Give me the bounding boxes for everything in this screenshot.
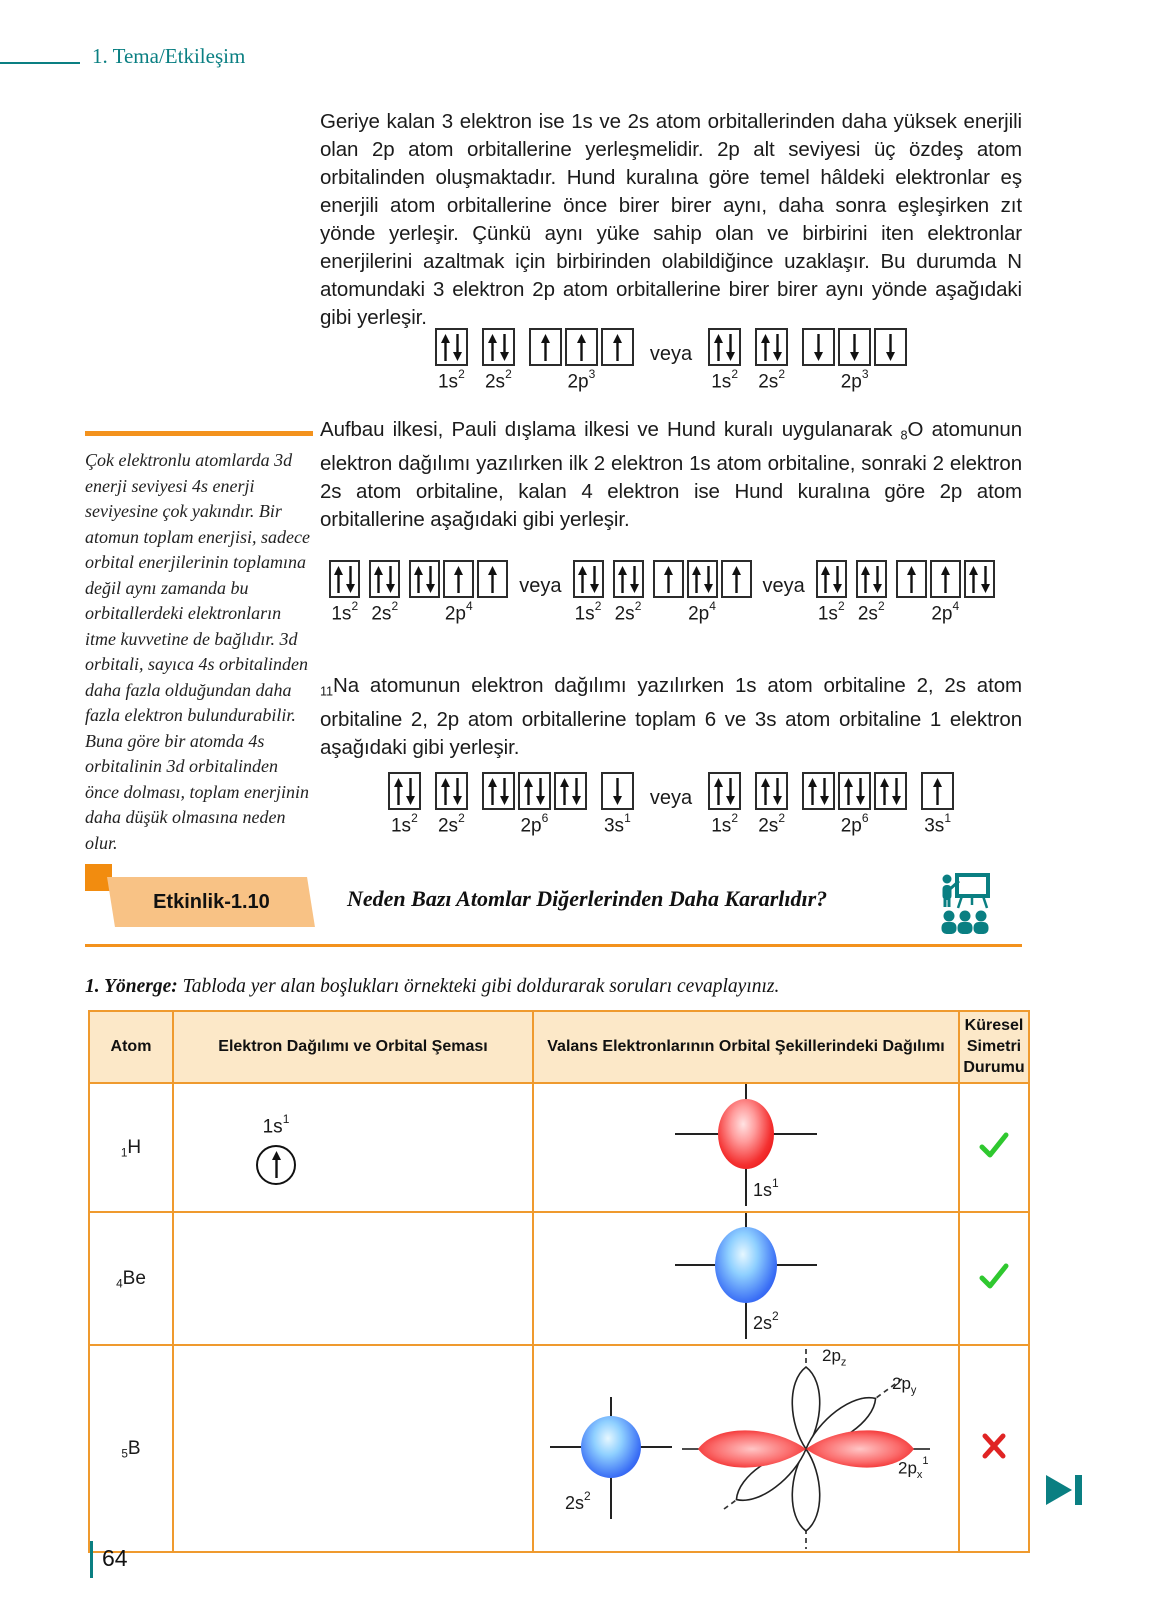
sphere-and-p-combo — [534, 1346, 958, 1551]
down-arrow-icon — [885, 334, 896, 361]
p-orbital-label: $2p_x^1$ — [898, 1455, 929, 1482]
orbital-subshell-label: $1s^1$ — [262, 1112, 290, 1138]
orbital-box — [896, 560, 927, 598]
orbital-subshell-label: $2s^2$ — [758, 811, 785, 837]
up-arrow-icon — [760, 778, 771, 805]
orbital-box — [964, 560, 995, 598]
valence-orbital-cell — [533, 1345, 959, 1552]
orbital-box — [755, 328, 788, 366]
activity-badge-label: Etkinlik-1.10 — [152, 890, 270, 913]
orbital-group — [369, 560, 400, 625]
down-arrow-icon — [813, 334, 824, 361]
down-arrow-icon — [499, 778, 510, 805]
orbital-subshell-label: $1s^1$ — [753, 1176, 779, 1201]
activity-badge — [107, 877, 315, 927]
orbital-diagram-sodium — [320, 772, 1022, 837]
orbital-subshell-label: $1s^2$ — [574, 599, 602, 625]
table-header-row — [89, 1011, 1029, 1083]
blue-orbital-sphere-figure — [671, 1213, 821, 1339]
page-number: 64 — [102, 1545, 128, 1571]
down-arrow-icon — [772, 778, 783, 805]
margin-note-rule — [85, 431, 313, 436]
orbital-box — [435, 772, 468, 810]
orbital-subshell-label: $2s^2$ — [857, 599, 885, 625]
element-subscript: 5 — [121, 1447, 128, 1461]
up-arrow-icon — [413, 566, 424, 593]
p-orbital-label: $2p_y$ — [892, 1374, 917, 1397]
orbital-box — [874, 328, 907, 366]
orbital-subshell-label: $3s^1$ — [603, 811, 631, 837]
orbital-group — [708, 772, 741, 837]
orbital-subshell-label: $1s^2$ — [711, 367, 738, 393]
orbital-box — [482, 328, 515, 366]
orbital-group — [802, 772, 907, 837]
column-header: Elektron Dağılımı ve Orbital Şeması — [173, 1011, 533, 1083]
up-arrow-icon — [879, 778, 890, 805]
down-arrow-icon — [772, 334, 783, 361]
down-arrow-icon — [855, 778, 866, 805]
orbital-subshell-label: $3s^1$ — [924, 811, 951, 837]
orbital-subshell-label: $2p^4$ — [688, 599, 716, 625]
orbital-box — [653, 560, 684, 598]
orbital-box — [601, 328, 634, 366]
orbital-diagram-nitrogen — [320, 328, 1022, 393]
orbital-box — [329, 560, 360, 598]
orbital-group — [573, 560, 604, 625]
down-arrow-icon — [425, 566, 436, 593]
red-orbital-sphere-figure — [671, 1084, 821, 1206]
orbital-sphere — [715, 1227, 777, 1303]
orbital-box — [529, 328, 562, 366]
orbital-subshell-label: $2s^2$ — [614, 599, 642, 625]
up-arrow-icon — [820, 566, 831, 593]
down-arrow-icon — [629, 566, 640, 593]
down-arrow-icon — [849, 334, 860, 361]
orbital-box — [554, 772, 587, 810]
table-row — [89, 1345, 1029, 1552]
orbital-box — [613, 560, 644, 598]
column-header: Atom — [89, 1011, 173, 1083]
instruction-text: Tabloda yer alan boşlukları örnekteki gibi doldurarak soruları cevaplayınız. — [182, 976, 780, 997]
next-page-icon — [1044, 1474, 1086, 1511]
orbital-box — [708, 328, 741, 366]
orbital-subshell-label: $2s^2$ — [371, 599, 399, 625]
margin-note — [85, 431, 313, 856]
atom-cell — [89, 1345, 173, 1552]
orbital-box — [443, 560, 474, 598]
orbital-box — [721, 560, 752, 598]
up-arrow-icon — [932, 778, 943, 805]
orbital-group — [435, 772, 468, 837]
orbital-group — [613, 560, 644, 625]
down-arrow-icon — [452, 778, 463, 805]
orbital-box — [838, 772, 871, 810]
down-arrow-icon — [980, 566, 991, 593]
up-arrow-icon — [968, 566, 979, 593]
orbital-box — [435, 328, 468, 366]
down-arrow-icon — [891, 778, 902, 805]
orbital-subshell-label: $2p^6$ — [520, 811, 549, 837]
paragraph-sodium: 11Na atomunun elektron dağılımı yazılırken 1s atom orbitaline 2, 2s atom orbitaline 2, 2p atom orbitallerine toplam 6 ve 3s atom orbitaline 1 elektron aşağıdaki gibi yerleşir. — [320, 674, 1022, 759]
valence-orbital-cell — [533, 1083, 959, 1212]
orbital-box — [921, 772, 954, 810]
up-arrow-icon — [731, 566, 742, 593]
down-arrow-icon — [405, 778, 416, 805]
activity-table — [88, 1010, 1030, 1553]
orbital-box — [856, 560, 887, 598]
orbital-group — [755, 772, 788, 837]
up-arrow-icon — [487, 778, 498, 805]
orbital-group — [482, 772, 587, 837]
orbital-box — [802, 328, 835, 366]
orbital-group — [921, 772, 954, 837]
activity-header — [85, 862, 1022, 962]
orbital-subshell-label: $1s^2$ — [331, 599, 359, 625]
orbital-box — [388, 772, 421, 810]
orbital-group — [482, 328, 515, 393]
up-arrow-icon — [440, 778, 451, 805]
orbital-group — [329, 560, 360, 625]
up-arrow-icon — [940, 566, 951, 593]
orbital-subshell-label: $2s^2$ — [437, 811, 465, 837]
table-row — [89, 1212, 1029, 1345]
orbital-box — [708, 772, 741, 810]
orbital-group — [653, 560, 752, 625]
or-separator: veya — [649, 787, 693, 809]
up-arrow-icon — [906, 566, 917, 593]
up-arrow-icon — [487, 334, 498, 361]
up-arrow-icon — [271, 1151, 282, 1178]
orbital-subshell-label: $2s^2$ — [565, 1489, 591, 1514]
up-arrow-icon — [373, 566, 384, 593]
down-arrow-icon — [725, 778, 736, 805]
electron-distribution-cell — [173, 1345, 533, 1552]
orbital-box — [816, 560, 847, 598]
or-separator: veya — [649, 343, 693, 365]
symmetry-status-cell — [959, 1345, 1029, 1552]
down-arrow-icon — [385, 566, 396, 593]
up-arrow-icon — [760, 334, 771, 361]
orbital-subshell-label: $2p^3$ — [567, 367, 596, 393]
orbital-group — [896, 560, 995, 625]
down-arrow-icon — [832, 566, 843, 593]
up-arrow-icon — [540, 334, 551, 361]
orbital-subshell-label: $2p^4$ — [931, 599, 960, 625]
classroom-presentation-icon — [939, 870, 991, 939]
up-arrow-icon — [663, 566, 674, 593]
or-separator: veya — [519, 575, 562, 597]
orbital-group — [802, 328, 907, 393]
down-arrow-icon — [452, 334, 463, 361]
element-subscript: 4 — [116, 1277, 123, 1291]
orbital-group — [856, 560, 887, 625]
orbital-box — [477, 560, 508, 598]
checkmark-icon — [978, 1130, 1010, 1160]
orbital-box — [930, 560, 961, 598]
up-arrow-icon — [559, 778, 570, 805]
orbital-box — [755, 772, 788, 810]
up-arrow-icon — [440, 334, 451, 361]
column-header: Valans Elektronlarının Orbital Şekillerindeki Dağılımı — [533, 1011, 959, 1083]
up-arrow-icon — [691, 566, 702, 593]
margin-note-text: Çok elektronlu atomlarda 3d enerji seviyesi 4s enerji seviyesine çok yakındır. Bir atomun toplam enerjisi, sadece orbital enerjilerinin toplamına değil aynı zamanda bu orbitallerdeki elektronların itme kuvvetine de bağlıdır. 3d orbitali, sayıca 4s orbitalinden daha fazla olduğundan daha fazla elektron bulundurabilir. Buna göre bir atomda 4s orbitalinin 3d orbitalinden önce dolması, toplam enerjinin daha düşük olmasına neden olur. — [85, 450, 310, 853]
down-arrow-icon — [612, 778, 623, 805]
orbital-box — [565, 328, 598, 366]
circled-orbital — [256, 1145, 296, 1185]
activity-title: Neden Bazı Atomlar Diğerlerinden Daha Kararlıdır? — [347, 886, 828, 911]
symmetry-status-cell — [959, 1083, 1029, 1212]
instruction-line — [85, 976, 985, 998]
orbital-box — [518, 772, 551, 810]
up-arrow-icon — [807, 778, 818, 805]
element-subscript: 8 — [900, 427, 908, 443]
paragraph-oxygen: Aufbau ilkesi, Pauli dışlama ilkesi ve Hund kuralı uygulanarak 8O atomunun elektron dağılımı yazılırken ilk 2 elektron 1s atom orbitaline, sonraki 2 elektron 2s atom orbitaline, kalan 4 elektron ise Hund kuralına göre 2p atom orbitallerine aşağıdaki gibi yerleşir. — [320, 418, 1022, 531]
or-separator: veya — [762, 575, 805, 597]
orbital-group — [708, 328, 741, 393]
symmetry-status-cell — [959, 1212, 1029, 1345]
p-orbital-label: $2p_z$ — [822, 1346, 847, 1369]
blue-orbital-sphere-figure — [546, 1397, 676, 1519]
orbital-box — [687, 560, 718, 598]
element-symbol: B — [127, 1437, 141, 1459]
atom-cell — [89, 1083, 173, 1212]
orbital-box — [874, 772, 907, 810]
orbital-box — [369, 560, 400, 598]
element-symbol: H — [127, 1136, 142, 1158]
down-arrow-icon — [725, 334, 736, 361]
orbital-subshell-label: $2p^6$ — [840, 811, 869, 837]
orbital-subshell-label: $1s^2$ — [817, 599, 845, 625]
down-arrow-icon — [589, 566, 600, 593]
orbital-group — [409, 560, 508, 625]
p-orbital-figure — [676, 1346, 946, 1551]
orbital-subshell-label: $2s^2$ — [484, 367, 512, 393]
orbital-subshell-label: $2p^3$ — [840, 367, 869, 393]
down-arrow-icon — [571, 778, 582, 805]
up-arrow-icon — [617, 566, 628, 593]
orbital-box — [802, 772, 835, 810]
activity-underline — [85, 944, 1022, 947]
up-arrow-icon — [612, 334, 623, 361]
down-arrow-icon — [345, 566, 356, 593]
chapter-header: 1. Tema/Etkileşim — [92, 44, 246, 68]
orbital-diagram-oxygen — [300, 560, 1024, 625]
orbital-subshell-label: $1s^2$ — [711, 811, 738, 837]
orbital-sphere — [718, 1099, 774, 1169]
up-arrow-icon — [333, 566, 344, 593]
orbital-subshell-label: $1s^2$ — [437, 367, 465, 393]
up-arrow-icon — [523, 778, 534, 805]
element-subscript: 11 — [320, 683, 333, 699]
orbital-subshell-label: $1s^2$ — [390, 811, 418, 837]
valence-orbital-cell — [533, 1212, 959, 1345]
orbital-subshell-label: $2s^2$ — [758, 367, 785, 393]
orbital-box — [838, 328, 871, 366]
down-arrow-icon — [499, 334, 510, 361]
orbital-group — [388, 772, 421, 837]
up-arrow-icon — [576, 334, 587, 361]
orbital-scheme — [244, 1111, 308, 1184]
orbital-box — [573, 560, 604, 598]
table-row — [89, 1083, 1029, 1212]
orbital-box — [601, 772, 634, 810]
electron-distribution-cell — [173, 1083, 533, 1212]
cross-icon — [978, 1431, 1010, 1461]
footer-rule — [90, 1541, 93, 1578]
paragraph-hund-rule: Geriye kalan 3 elektron ise 1s ve 2s atom orbitallerinden daha yüksek enerjili olan 2p atom orbitallerine yerleşmelidir. 2p alt seviyesi üç özdeş atom orbitalinden oluşmaktadır. Hund kuralına göre temel hâldeki elektronlar eş enerjili atom orbitallerine önce birer birer aynı, daha sonra eşleşirken zıt yönde yerleşir. Çünkü aynı yüke sahip olan ve birbirini iten elektronlar enerjilerini azaltmak için birbirinden olabildiğince uzaklaşır. Bu durumda N atomundaki 3 elektron 2p atom orbitallerine birer birer aynı yönde aşağıdaki gibi yerleşir. — [320, 110, 1022, 329]
orbital-box — [482, 772, 515, 810]
atom-cell — [89, 1212, 173, 1345]
up-arrow-icon — [713, 334, 724, 361]
electron-distribution-cell — [173, 1212, 533, 1345]
up-arrow-icon — [860, 566, 871, 593]
down-arrow-icon — [703, 566, 714, 593]
orbital-group — [529, 328, 634, 393]
orbital-subshell-label: $2p^4$ — [444, 599, 473, 625]
up-arrow-icon — [453, 566, 464, 593]
up-arrow-icon — [713, 778, 724, 805]
down-arrow-icon — [535, 778, 546, 805]
down-arrow-icon — [819, 778, 830, 805]
header-rule-line — [0, 62, 80, 64]
down-arrow-icon — [872, 566, 883, 593]
orbital-group — [601, 772, 634, 837]
up-arrow-icon — [393, 778, 404, 805]
orbital-box — [409, 560, 440, 598]
orbital-group — [755, 328, 788, 393]
instruction-prefix: 1. Yönerge: — [85, 976, 178, 997]
orbital-group — [816, 560, 847, 625]
orbital-group — [435, 328, 468, 393]
orbital-sphere — [581, 1416, 641, 1478]
element-symbol: Be — [122, 1267, 146, 1289]
column-header: Küresel Simetri Durumu — [959, 1011, 1029, 1083]
up-arrow-icon — [843, 778, 854, 805]
orbital-subshell-label: $2s^2$ — [753, 1309, 779, 1334]
up-arrow-icon — [577, 566, 588, 593]
checkmark-icon — [978, 1261, 1010, 1291]
up-arrow-icon — [487, 566, 498, 593]
element-subscript: 1 — [120, 1146, 128, 1160]
